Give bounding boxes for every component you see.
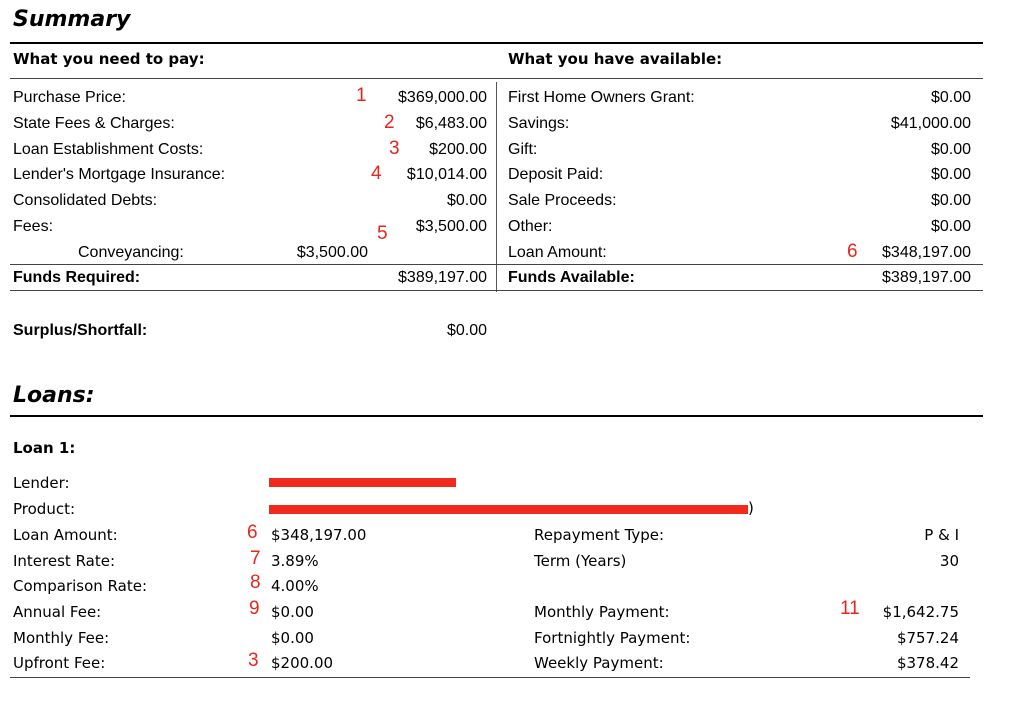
loan-detail-value: $348,197.00 [271, 526, 367, 544]
pay-value: $200.00 [429, 141, 487, 158]
loans-title: Loans: [13, 383, 95, 408]
annotation-marker: 1 [356, 85, 367, 106]
pay-value: $369,000.00 [398, 89, 487, 106]
loan-detail-value: $0.00 [271, 629, 314, 647]
loan-detail-value: 3.89% [271, 552, 319, 570]
available-label: Other: [508, 218, 553, 235]
term-value: 30 [939, 552, 959, 570]
loan-detail-label: Loan Amount: [13, 526, 118, 544]
surplus-value: $0.00 [446, 322, 487, 339]
available-value: $348,197.00 [882, 244, 971, 261]
loan1-heading: Loan 1: [13, 439, 76, 457]
monthly-payment-value: $1,642.75 [882, 603, 959, 621]
annotation-marker: 9 [249, 598, 260, 619]
product-label: Product: [13, 500, 76, 518]
available-label: Loan Amount: [508, 244, 607, 261]
annotation-marker: 3 [389, 138, 400, 159]
annotation-marker: 11 [840, 598, 860, 619]
loan-detail-label: Monthly Fee: [13, 629, 110, 647]
repayment-type-label: Repayment Type: [534, 526, 665, 544]
funds-required-value: $389,197.00 [398, 269, 487, 286]
available-header: What you have available: [508, 50, 723, 68]
available-value: $0.00 [930, 166, 971, 183]
loan-detail-value: $200.00 [271, 654, 334, 672]
funds-available-value: $389,197.00 [882, 269, 971, 286]
weekly-payment-label: Weekly Payment: [534, 654, 664, 672]
column-header-rule [10, 78, 983, 79]
loan-detail-label: Upfront Fee: [13, 654, 106, 672]
annotation-marker: 4 [371, 163, 382, 184]
available-label: Sale Proceeds: [508, 192, 617, 209]
annotation-marker: 7 [250, 548, 261, 569]
fortnightly-payment-value: $757.24 [896, 629, 959, 647]
pay-label: Loan Establishment Costs: [13, 141, 204, 158]
loan-detail-label: Annual Fee: [13, 603, 102, 621]
conveyancing-value: $3,500.00 [296, 244, 368, 261]
conveyancing-label: Conveyancing: [78, 244, 184, 261]
annotation-marker: 5 [377, 223, 388, 244]
pay-value: $3,500.00 [415, 218, 487, 235]
pay-label: State Fees & Charges: [13, 115, 175, 132]
monthly-payment-label: Monthly Payment: [534, 603, 670, 621]
available-value: $0.00 [930, 141, 971, 158]
lender-redaction [269, 478, 456, 487]
loan-detail-label: Comparison Rate: [13, 577, 148, 595]
annotation-marker: 8 [250, 572, 261, 593]
available-value: $41,000.00 [890, 115, 971, 132]
available-label: First Home Owners Grant: [508, 89, 695, 106]
available-label: Gift: [508, 141, 538, 158]
loan-detail-value: $0.00 [271, 603, 314, 621]
available-value: $0.00 [930, 89, 971, 106]
loan-detail-value: 4.00% [271, 577, 319, 595]
product-redaction [269, 505, 748, 514]
weekly-payment-value: $378.42 [896, 654, 959, 672]
pay-value: $0.00 [446, 192, 487, 209]
product-suffix: ) [748, 499, 754, 517]
pay-label: Fees: [13, 218, 54, 235]
term-label: Term (Years) [534, 552, 627, 570]
pay-label: Lender's Mortgage Insurance: [13, 166, 226, 183]
lender-label: Lender: [13, 474, 70, 492]
loan-bottom-rule [10, 677, 970, 678]
pay-label: Purchase Price: [13, 89, 126, 106]
summary-title-rule [10, 42, 983, 44]
available-label: Savings: [508, 115, 570, 132]
loan-detail-label: Interest Rate: [13, 552, 116, 570]
available-value: $0.00 [930, 218, 971, 235]
available-value: $0.00 [930, 192, 971, 209]
pay-label: Consolidated Debts: [13, 192, 158, 209]
available-label: Deposit Paid: [508, 166, 604, 183]
pay-header: What you need to pay: [13, 50, 205, 68]
column-divider [496, 82, 497, 292]
annotation-marker: 6 [247, 522, 258, 543]
funds-required-label: Funds Required: [13, 269, 141, 286]
fortnightly-payment-label: Fortnightly Payment: [534, 629, 691, 647]
repayment-type-value: P & I [924, 526, 959, 544]
annotation-marker: 3 [248, 650, 259, 671]
pay-value: $10,014.00 [406, 166, 487, 183]
funds-available-label: Funds Available: [508, 269, 635, 286]
annotation-marker: 2 [384, 112, 395, 133]
totals-rule-top [10, 264, 983, 265]
loans-title-rule [10, 415, 983, 417]
summary-title: Summary [13, 7, 131, 32]
totals-rule-bottom [10, 290, 983, 291]
pay-value: $6,483.00 [415, 115, 487, 132]
surplus-label: Surplus/Shortfall: [13, 322, 148, 339]
annotation-marker: 6 [847, 241, 858, 262]
